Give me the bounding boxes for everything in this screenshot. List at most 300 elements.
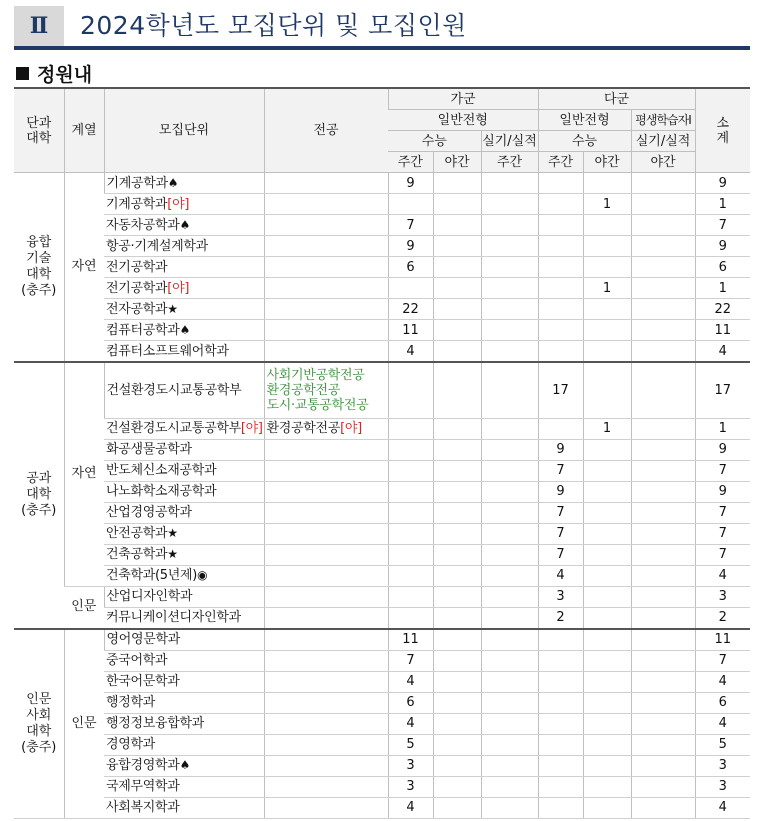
quota-ga-night <box>433 173 481 194</box>
header-major: 전공 <box>264 88 388 173</box>
unit-name: 커뮤니케이션디자인학과 <box>106 610 241 625</box>
quota-da-night <box>583 713 631 734</box>
quota-ga-silgi <box>481 439 538 460</box>
quota-ga-day <box>388 194 433 215</box>
unit-name: 자동차공학과 <box>106 217 180 233</box>
unit-name: 안전공학과 <box>106 526 168 541</box>
quota-da-life <box>631 481 695 502</box>
quota-da-life <box>631 439 695 460</box>
quota-da-day: 9 <box>538 481 583 502</box>
quota-total: 4 <box>695 713 750 734</box>
quota-total: 3 <box>695 586 750 607</box>
quota-ga-day: 6 <box>388 257 433 278</box>
table-row <box>14 257 750 278</box>
quota-ga-night <box>433 481 481 502</box>
header-da-silgi: 실기/실적 <box>631 131 695 152</box>
quota-ga-night <box>433 629 481 651</box>
quota-ga-silgi <box>481 194 538 215</box>
quota-ga-silgi <box>481 544 538 565</box>
quota-ga-day: 11 <box>388 629 433 651</box>
unit-name: 산업경영공학과 <box>106 505 192 520</box>
quota-total: 9 <box>695 173 750 194</box>
quota-da-day <box>538 776 583 797</box>
quota-da-day <box>538 299 583 320</box>
quota-ga-day <box>388 502 433 523</box>
page-header <box>14 6 750 46</box>
quota-da-day <box>538 734 583 755</box>
quota-total: 6 <box>695 257 750 278</box>
header-ga-day: 주간 <box>388 152 433 173</box>
quota-ga-night <box>433 692 481 713</box>
quota-total: 9 <box>695 481 750 502</box>
table-row <box>14 797 750 818</box>
quota-ga-night <box>433 650 481 671</box>
table-row <box>14 418 750 439</box>
college-cell: 융합 기술 대학 (충주) <box>14 173 64 363</box>
unit-mark-icon: ★ <box>167 547 178 561</box>
quota-da-day: 7 <box>538 523 583 544</box>
table-row <box>14 194 750 215</box>
major-cell <box>264 481 388 502</box>
quota-ga-day: 22 <box>388 299 433 320</box>
quota-ga-silgi <box>481 607 538 629</box>
quota-da-life <box>631 755 695 776</box>
quota-total: 4 <box>695 797 750 818</box>
unit-mark-icon: ★ <box>167 526 178 540</box>
major-cell <box>264 565 388 586</box>
quota-ga-night <box>433 299 481 320</box>
unit-name: 기계공학과 <box>106 196 168 212</box>
quota-da-day <box>538 629 583 651</box>
major-cell <box>264 341 388 363</box>
quota-da-life <box>631 320 695 341</box>
quota-ga-day <box>388 607 433 629</box>
unit-name: 산업디자인학과 <box>106 589 193 604</box>
quota-da-night <box>583 215 631 236</box>
quota-da-day <box>538 320 583 341</box>
header-college: 단과 대학 <box>14 88 64 173</box>
quota-ga-day <box>388 439 433 460</box>
header-ga-night: 야간 <box>433 152 481 173</box>
quota-da-day: 17 <box>538 362 583 418</box>
unit-cell <box>104 236 264 257</box>
quota-total: 7 <box>695 460 750 481</box>
unit-name: 건설환경도시교통공학부 <box>106 421 241 436</box>
quota-ga-day <box>388 418 433 439</box>
unit-cell <box>104 586 264 607</box>
quota-da-night <box>583 734 631 755</box>
quota-ga-silgi <box>481 713 538 734</box>
quota-da-night <box>583 607 631 629</box>
quota-da-night <box>583 544 631 565</box>
quota-da-day: 7 <box>538 460 583 481</box>
quota-ga-day <box>388 586 433 607</box>
unit-name: 영어영문학과 <box>106 632 181 647</box>
quota-total: 6 <box>695 692 750 713</box>
quota-da-life <box>631 629 695 651</box>
quota-da-night <box>583 650 631 671</box>
quota-da-night <box>583 299 631 320</box>
major-cell <box>264 734 388 755</box>
quota-ga-day <box>388 481 433 502</box>
unit-cell <box>104 523 264 544</box>
unit-cell <box>104 650 264 671</box>
page-title: 2024학년도 모집단위 및 모집인원 <box>80 11 467 40</box>
quota-ga-silgi <box>481 776 538 797</box>
major-cell <box>264 278 388 299</box>
quota-ga-silgi <box>481 797 538 818</box>
quota-da-night <box>583 629 631 651</box>
major-cell <box>264 692 388 713</box>
quota-ga-day: 4 <box>388 713 433 734</box>
square-bullet-icon <box>16 67 29 80</box>
quota-da-life <box>631 713 695 734</box>
quota-da-day <box>538 236 583 257</box>
unit-cell <box>104 502 264 523</box>
major-cell <box>264 215 388 236</box>
quota-da-life <box>631 544 695 565</box>
unit-cell <box>104 607 264 629</box>
admission-quota-table <box>14 87 750 819</box>
table-row <box>14 544 750 565</box>
quota-da-day: 9 <box>538 439 583 460</box>
header-unit: 모집단위 <box>104 88 264 173</box>
quota-da-life <box>631 650 695 671</box>
quota-ga-silgi <box>481 362 538 418</box>
unit-name: 화공생물공학과 <box>106 442 192 457</box>
quota-ga-night <box>433 713 481 734</box>
quota-ga-night <box>433 607 481 629</box>
header-ga-silgi-day: 주간 <box>481 152 538 173</box>
quota-da-day: 7 <box>538 544 583 565</box>
header-ga-group: 가군 <box>388 88 538 110</box>
unit-cell <box>104 194 264 215</box>
table-row <box>14 650 750 671</box>
unit-name: 국제무역학과 <box>106 779 180 794</box>
quota-ga-night <box>433 418 481 439</box>
quota-ga-silgi <box>481 341 538 363</box>
quota-ga-night <box>433 797 481 818</box>
quota-ga-silgi <box>481 523 538 544</box>
quota-ga-silgi <box>481 481 538 502</box>
quota-da-life <box>631 671 695 692</box>
quota-total: 1 <box>695 194 750 215</box>
quota-ga-day: 4 <box>388 671 433 692</box>
unit-name: 중국어학과 <box>106 653 168 668</box>
quota-ga-night <box>433 544 481 565</box>
quota-ga-day: 11 <box>388 320 433 341</box>
quota-da-day <box>538 713 583 734</box>
unit-name: 항공·기계설계학과 <box>106 238 208 254</box>
quota-ga-night <box>433 236 481 257</box>
quota-ga-silgi <box>481 173 538 194</box>
table-row <box>14 236 750 257</box>
table-row <box>14 629 750 651</box>
header-ga-suneung: 수능 <box>388 131 481 152</box>
quota-da-night <box>583 439 631 460</box>
quota-ga-night <box>433 502 481 523</box>
unit-name: 융합경영학과 <box>106 758 180 773</box>
unit-name: 컴퓨터공학과 <box>106 322 180 338</box>
quota-ga-day: 3 <box>388 755 433 776</box>
unit-name: 행정정보융합학과 <box>106 716 205 731</box>
unit-mark-icon: ◉ <box>197 568 208 582</box>
quota-total: 7 <box>695 523 750 544</box>
quota-ga-day: 4 <box>388 797 433 818</box>
quota-da-day <box>538 418 583 439</box>
unit-mark-icon: ♠ <box>179 322 191 337</box>
major-cell <box>264 299 388 320</box>
quota-da-night: 1 <box>583 418 631 439</box>
quota-total: 3 <box>695 776 750 797</box>
unit-cell <box>104 278 264 299</box>
quota-da-day <box>538 341 583 363</box>
unit-name: 사회복지학과 <box>106 800 180 815</box>
quota-ga-night <box>433 439 481 460</box>
quota-ga-silgi <box>481 257 538 278</box>
title-underline <box>14 46 750 50</box>
unit-cell <box>104 797 264 818</box>
quota-da-day <box>538 692 583 713</box>
quota-da-life <box>631 797 695 818</box>
quota-da-day <box>538 797 583 818</box>
quota-da-night <box>583 523 631 544</box>
quota-total: 9 <box>695 236 750 257</box>
quota-total: 3 <box>695 755 750 776</box>
quota-ga-silgi <box>481 650 538 671</box>
unit-name: 경영학과 <box>106 737 156 752</box>
quota-da-life <box>631 734 695 755</box>
unit-cell <box>104 362 264 418</box>
night-tag: [야] <box>167 280 190 296</box>
quota-da-night <box>583 257 631 278</box>
quota-ga-day: 6 <box>388 692 433 713</box>
unit-cell <box>104 671 264 692</box>
quota-ga-silgi <box>481 692 538 713</box>
major-cell <box>264 629 388 651</box>
section-heading <box>16 60 92 87</box>
quota-ga-silgi <box>481 299 538 320</box>
quota-da-life <box>631 460 695 481</box>
quota-da-life <box>631 236 695 257</box>
quota-ga-day: 7 <box>388 650 433 671</box>
quota-ga-night <box>433 523 481 544</box>
quota-ga-silgi <box>481 755 538 776</box>
quota-ga-silgi <box>481 734 538 755</box>
major-cell <box>264 650 388 671</box>
quota-da-day <box>538 650 583 671</box>
table-row <box>14 671 750 692</box>
quota-total: 4 <box>695 341 750 363</box>
quota-ga-day: 5 <box>388 734 433 755</box>
unit-name: 건설환경도시교통공학부 <box>106 382 242 398</box>
quota-da-night <box>583 173 631 194</box>
quota-da-night <box>583 236 631 257</box>
unit-name: 컴퓨터소프트웨어학과 <box>106 343 229 359</box>
quota-ga-night <box>433 362 481 418</box>
unit-cell <box>104 299 264 320</box>
major-name: 사회기반공학전공 환경공학전공 도시·교통공학전공 <box>266 367 369 413</box>
header-da-day: 주간 <box>538 152 583 173</box>
quota-da-day <box>538 173 583 194</box>
night-tag: [야] <box>167 196 190 212</box>
quota-total: 2 <box>695 607 750 629</box>
header-da-general: 일반전형 <box>538 110 631 131</box>
unit-cell <box>104 173 264 194</box>
table-body <box>14 173 750 819</box>
quota-da-life <box>631 215 695 236</box>
quota-da-life <box>631 341 695 363</box>
quota-da-life <box>631 257 695 278</box>
quota-total: 5 <box>695 734 750 755</box>
quota-ga-silgi <box>481 215 538 236</box>
quota-total: 4 <box>695 671 750 692</box>
quota-ga-night <box>433 194 481 215</box>
quota-da-night <box>583 481 631 502</box>
quota-ga-silgi <box>481 671 538 692</box>
unit-name: 전기공학과 <box>106 280 168 296</box>
table-row <box>14 565 750 586</box>
unit-cell <box>104 460 264 481</box>
quota-da-life <box>631 523 695 544</box>
major-cell <box>264 607 388 629</box>
quota-da-night <box>583 586 631 607</box>
quota-ga-night <box>433 671 481 692</box>
table-row <box>14 523 750 544</box>
quota-da-day: 7 <box>538 502 583 523</box>
quota-total: 11 <box>695 320 750 341</box>
quota-da-life <box>631 418 695 439</box>
quota-total: 22 <box>695 299 750 320</box>
table-row <box>14 320 750 341</box>
quota-ga-silgi <box>481 586 538 607</box>
unit-name: 행정학과 <box>106 695 156 710</box>
quota-ga-night <box>433 460 481 481</box>
quota-da-night: 1 <box>583 194 631 215</box>
quota-da-night <box>583 320 631 341</box>
quota-da-night <box>583 692 631 713</box>
field-cell: 인문 <box>64 586 104 629</box>
unit-name: 한국어문학과 <box>106 674 180 689</box>
quota-da-life <box>631 194 695 215</box>
quota-da-night <box>583 755 631 776</box>
table-row <box>14 341 750 363</box>
table-row <box>14 586 750 607</box>
quota-ga-day: 4 <box>388 341 433 363</box>
quota-total: 17 <box>695 362 750 418</box>
quota-ga-day <box>388 460 433 481</box>
major-cell <box>264 236 388 257</box>
quota-ga-silgi <box>481 236 538 257</box>
quota-total: 9 <box>695 439 750 460</box>
unit-cell <box>104 439 264 460</box>
table-row <box>14 460 750 481</box>
major-cell <box>264 460 388 481</box>
quota-da-life <box>631 502 695 523</box>
quota-ga-night <box>433 257 481 278</box>
header-da-suneung: 수능 <box>538 131 631 152</box>
table-row <box>14 439 750 460</box>
unit-name: 기계공학과 <box>106 175 168 191</box>
unit-name: 건축공학과 <box>106 547 168 562</box>
table-row <box>14 215 750 236</box>
unit-name: 전자공학과 <box>106 301 168 317</box>
quota-ga-day: 9 <box>388 173 433 194</box>
quota-da-night <box>583 565 631 586</box>
quota-da-day <box>538 671 583 692</box>
quota-da-night <box>583 502 631 523</box>
field-cell: 인문 <box>64 629 104 819</box>
quota-ga-night <box>433 586 481 607</box>
quota-ga-day: 3 <box>388 776 433 797</box>
quota-da-life <box>631 607 695 629</box>
quota-total: 4 <box>695 565 750 586</box>
header-da-group: 다군 <box>538 88 695 110</box>
major-cell <box>264 586 388 607</box>
table-row <box>14 502 750 523</box>
field-cell: 자연 <box>64 362 104 586</box>
header-da-lifelong: 평생학습자Ⅰ <box>631 110 695 131</box>
quota-ga-day <box>388 362 433 418</box>
major-cell <box>264 713 388 734</box>
unit-mark-icon: ♠ <box>179 217 191 232</box>
major-cell <box>264 439 388 460</box>
header-field: 계열 <box>64 88 104 173</box>
header-ga-silgi: 실기/실적 <box>481 131 538 152</box>
quota-ga-silgi <box>481 502 538 523</box>
quota-ga-night <box>433 215 481 236</box>
quota-total: 7 <box>695 215 750 236</box>
major-night-tag: [야] <box>340 421 362 436</box>
unit-cell <box>104 755 264 776</box>
quota-da-day <box>538 755 583 776</box>
table-row <box>14 776 750 797</box>
quota-da-night <box>583 341 631 363</box>
quota-total: 7 <box>695 544 750 565</box>
table-row <box>14 755 750 776</box>
unit-cell <box>104 544 264 565</box>
header-da-lifelong-night: 야간 <box>631 152 695 173</box>
major-cell <box>264 523 388 544</box>
header-ga-general: 일반전형 <box>388 110 538 131</box>
quota-total: 7 <box>695 650 750 671</box>
unit-cell <box>104 692 264 713</box>
quota-da-life <box>631 776 695 797</box>
table-row <box>14 713 750 734</box>
major-cell <box>264 194 388 215</box>
quota-da-day <box>538 194 583 215</box>
quota-da-night <box>583 671 631 692</box>
quota-ga-silgi <box>481 320 538 341</box>
quota-ga-day <box>388 544 433 565</box>
table-row <box>14 607 750 629</box>
major-cell <box>264 797 388 818</box>
unit-mark-icon: ♠ <box>179 758 191 772</box>
quota-da-life <box>631 299 695 320</box>
quota-ga-silgi <box>481 629 538 651</box>
night-tag: [야] <box>240 421 263 436</box>
unit-cell <box>104 341 264 363</box>
header-total: 소 계 <box>695 88 750 173</box>
quota-ga-silgi <box>481 565 538 586</box>
major-cell <box>264 257 388 278</box>
major-cell <box>264 755 388 776</box>
quota-ga-day: 9 <box>388 236 433 257</box>
quota-da-night <box>583 362 631 418</box>
table-row <box>14 299 750 320</box>
unit-cell <box>104 418 264 439</box>
unit-cell <box>104 713 264 734</box>
